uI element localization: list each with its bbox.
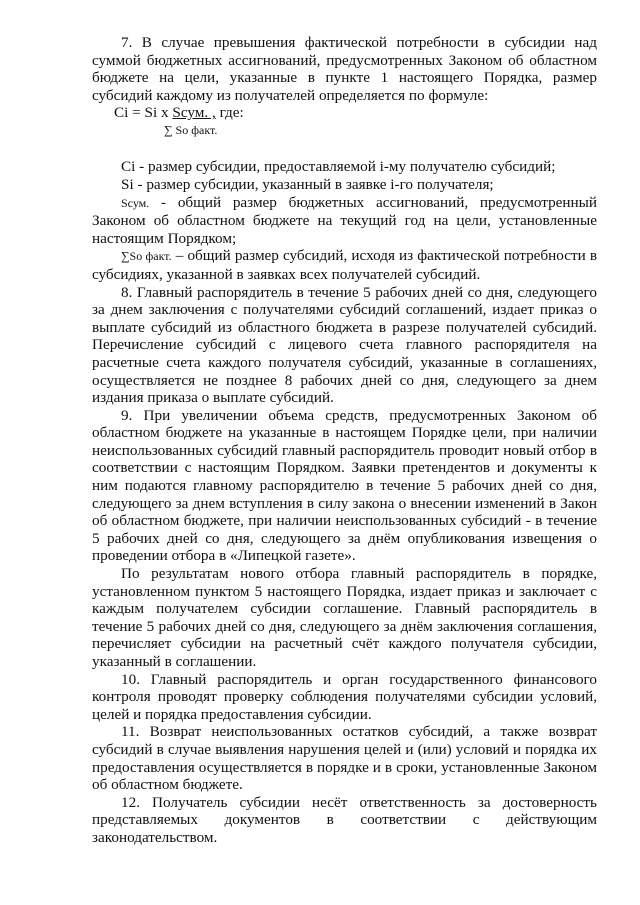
formula-numerator: Sсум. , — [172, 104, 216, 122]
formula-lhs: Ci = Si x — [114, 104, 173, 122]
definition-ssum — [92, 194, 597, 248]
spacer — [92, 144, 597, 158]
paragraph-9-continuation: По результатам нового отбора главный распорядитель в порядке, установленном пунктом 5 настоящего Порядка, издает приказ и заключает с каждым получателем субсидии соглашение. Главный распорядитель в течение 5 рабочих дней со дня, следующего за днём заключения соглашения, перечисляет субсидии на расчетный счёт каждого получателя субсидии, указанный в соглашении. — [92, 565, 597, 670]
sofakt-text: – общий размер субсидий, исходя из фактической потребности в субсидиях, указанной в заявках всех получателей субсидий. — [92, 247, 598, 283]
formula-line — [114, 104, 597, 122]
definition-ci: Ci - размер субсидии, предоставляемой i-му получателю субсидий; — [121, 158, 556, 176]
sofakt-symbol: ∑So факт. — [121, 249, 172, 264]
paragraph-8: 8. Главный распорядитель в течение 5 рабочих дней со дня, следующего за днем заключения с получателями субсидий соглашений, издает приказ о выплате субсидий из областного бюджета в разрезе получателей субсидий. Перечисление субсидий с лицевого счета главного распорядителя на расчетные счета каждого получателя субсидий, указанные в соглашениях, осуществляется не позднее 8 рабочих дней со дня, следующего за днем издания приказа о выплате субсидий. — [92, 283, 597, 407]
paragraph-10: 10. Главный распорядитель и орган государственного финансового контроля проводят проверку соблюдения получателями субсидии условий, целей и порядка предоставления субсидии. — [92, 670, 597, 723]
paragraph-11: 11. Возврат неиспользованных остатков субсидий, а также возврат субсидий в случае выявления нарушения целей и (или) условий и порядка их предоставления осуществляется в порядке и в сроки, установленные Законом об областном бюджете. — [92, 723, 597, 794]
document-page — [92, 34, 597, 847]
formula-denominator: ∑ Sо факт. — [164, 123, 218, 138]
paragraph-7: 7. В случае превышения фактической потребности в субсидии над суммой бюджетных ассигнований, предусмотренных Законом об областном бюджете на цели, указанные в пункте 1 настоящего Порядка, размер субсидий каждому из получателей определяется по формуле: — [92, 34, 597, 104]
paragraph-9: 9. При увеличении объема средств, предусмотренных Законом об областном бюджете на указанные в настоящем Порядке цели, при наличии неиспользованных субсидий главный распорядитель проводит новый отбор в соответствии с настоящим Порядком. Заявки претендентов и документы к ним подаются главному распорядителю в течение 5 рабочих дней со дня, следующего за днем вступления в силу закона о внесении изменений в Закон об областном бюджете, при наличии неиспользованных субсидий - в течение 5 рабочих дней со дня, следующего за днём опубликования извещения о проведении отбора в «Липецкой газете». — [92, 406, 597, 565]
formula-where: где: — [215, 104, 244, 122]
ssum-symbol: Sсум. — [121, 195, 150, 210]
ssum-text: - общий размер бюджетных ассигнований, предусмотренный Законом об областном бюджете на текущий год на цели, установленные настоящим Порядком; — [92, 193, 597, 247]
paragraph-12: 12. Получатель субсидии несёт ответственность за достоверность представляемых документов в соответствии с действующим законодательством. — [92, 793, 597, 846]
definition-sofakt — [92, 247, 597, 283]
definition-si: Si - размер субсидии, указанный в заявке i-го получателя; — [121, 175, 494, 193]
